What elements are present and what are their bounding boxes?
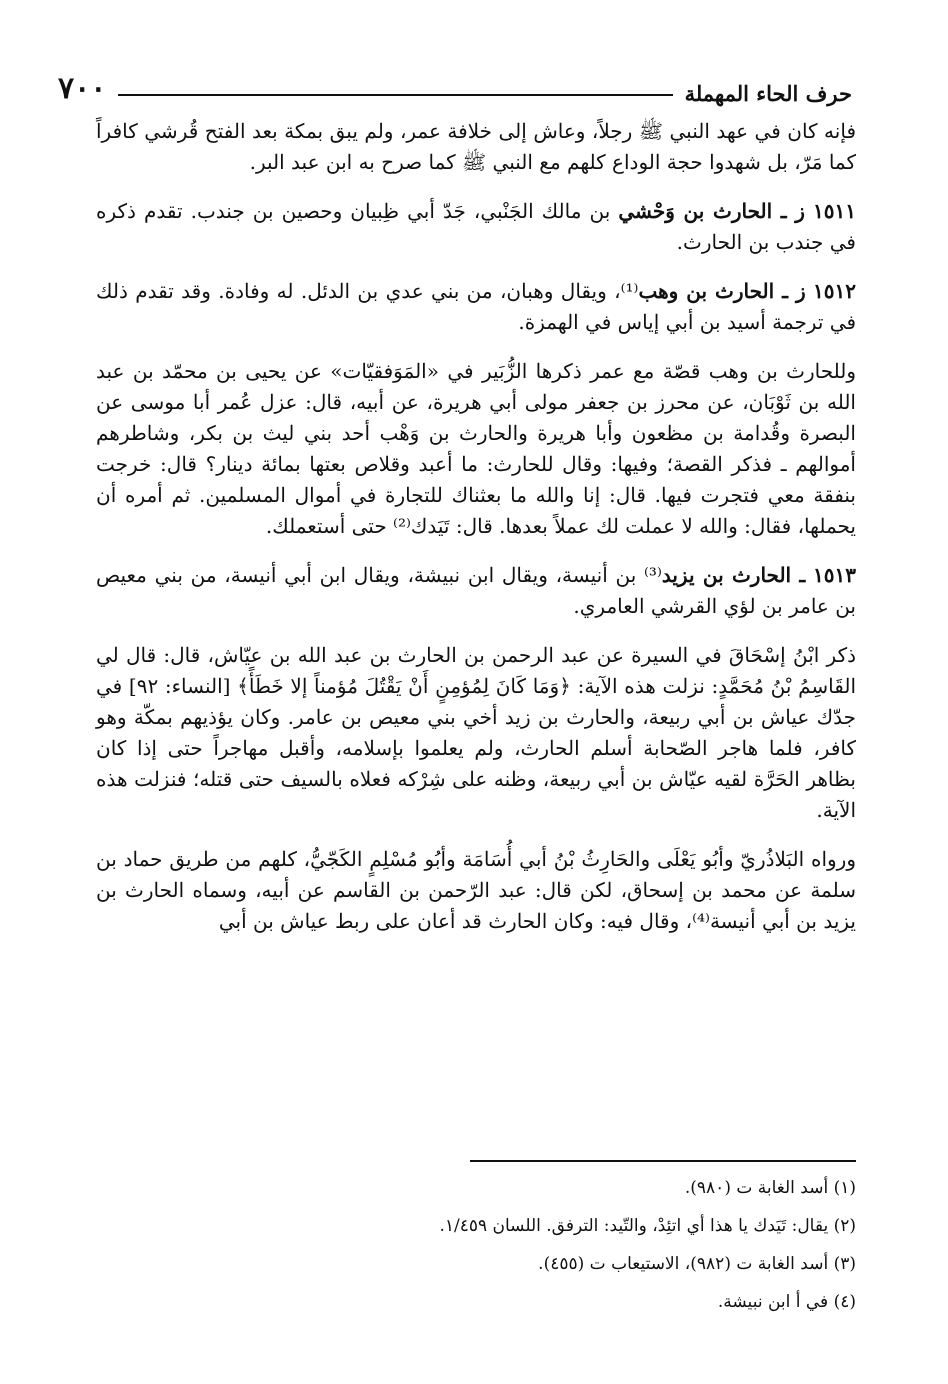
- entry-number: ١٥١١: [813, 199, 856, 223]
- page-number: ٧٠٠: [58, 71, 107, 106]
- footnote: (٢) يقال: تَيَدك يا هذا أي اتئِدْ، والتّيد: الترفق. اللسان ١/٤٥٩.: [439, 1216, 856, 1236]
- footnote: (١) أسد الغابة ت (٩٨٠).: [684, 1178, 856, 1198]
- page-body: [96, 116, 856, 955]
- footnote: (٤) في أ ابن نبيشة.: [717, 1292, 856, 1312]
- entry-text: ⁽³⁾ بن أنيسة، ويقال ابن نبيشة، ويقال ابن أبي أنيسة، من بني معيص بن عامر بن لؤي القرشي العامري.: [96, 563, 856, 618]
- entry-number: ١٥١٢: [813, 279, 856, 303]
- entry-name: ز ـ الحارث بن وَحْشي: [618, 199, 805, 223]
- paragraph: ورواه البَلاذُريّ وأبُو يَعْلَى والحَارِثُ بْنُ أبي أُسَامَة وأبُو مُسْلِمٍ الكَجّيُّ، كلهم من طريق حماد بن سلمة عن محمد بن إسحاق، لكن قال: عبد الرّحمن بن القاسم عن أبيه، وسماه الحارث بن يزيد بن أبي أنيسة⁽⁴⁾، وقال فيه: وكان الحارث قد أعان على ربط عياش بن أبي: [96, 847, 856, 933]
- footnote-divider: [470, 1160, 856, 1162]
- entry-text: بن مالك الجَنْبي، جَدّ أبي ظِبيان وحصين بن جندب. تقدم ذكره في جندب بن الحارث.: [96, 199, 856, 254]
- header-title: حرف الحاء المهملة: [684, 81, 852, 106]
- page-header: [58, 62, 852, 104]
- entry-number: ١٥١٣: [813, 563, 856, 587]
- paragraph: ذكر ابْنُ إسْحَاقَ في السيرة عن عبد الرحمن بن الحارث بن عبد الله بن عيّاش، قال: قال لي القَاسِمُ بْنُ مُحَمَّدٍ: نزلت هذه الآية: ﴿وَمَا كَانَ لِمُؤمِنٍ أَنْ يَقْتُلَ مُؤمناً إلا خَطَأً﴾ [النساء: ٩٢] في جدّك عياش بن أبي ربيعة، والحارث بن زيد أخي بني معيص بن عامر. وكان يؤذيهم بمكّة وهو كافر، فلما هاجر الصّحابة أسلم الحارث، ولم يعلموا بإسلامه، وأقبل مهاجراً حتى إذا كان بظاهر الحَرَّة لقيه عيّاش بن أبي ربيعة، وظنه على شِرْكه فعلاه بالسيف حتى قتله؛ فنزلت هذه الآية.: [96, 643, 856, 822]
- entry-text: ⁽¹⁾، ويقال وهبان، من بني عدي بن الدئل. له وفادة. وقد تقدم ذلك في ترجمة أسيد بن أبي إياس في الهمزة.: [96, 279, 856, 334]
- entry-1513: [96, 560, 856, 622]
- entry-1511: [96, 196, 856, 258]
- paragraph: فإنه كان في عهد النبي ﷺ رجلاً، وعاش إلى خلافة عمر، ولم يبق بمكة بعد الفتح قُرشي كافراً كما مَرّ، بل شهدوا حجة الوداع كلهم مع النبي ﷺ كما صرح به ابن عبد البر.: [96, 119, 856, 174]
- footnote: (٣) أسد الغابة ت (٩٨٢)، الاستيعاب ت (٤٥٥).: [538, 1254, 856, 1274]
- entry-name: ز ـ الحارث بن وهب: [638, 279, 806, 303]
- entry-1512: [96, 276, 856, 338]
- paragraph: وللحارث بن وهب قصّة مع عمر ذكرها الزُّبَير في «المَوَفقيّات» عن يحيى بن محمّد بن عبد الله بن ثَوْبَان، عن محرز بن جعفر مولى أبي هريرة، عن أبيه، قال: عزل عُمر أبا موسى عن البصرة وقُدامة بن مظعون وأبا هريرة والحارث بن وَهْب أحد بني ليث بن بكر، وشاطرهم أموالهم ـ فذكر القصة؛ وفيها: وقال للحارث: ما أعبد وقلاص بعتها بمائة دينار؟ قال: خرجت بنفقة معي فتجرت فيها. قال: إنا والله ما بعثناك للتجارة في أموال المسلمين. ثم أمره أن يحملها، فقال: والله لا عملت لك عملاً بعدها. قال: تَيَدك⁽²⁾ حتى أستعملك.: [96, 359, 856, 538]
- header-rule: [118, 94, 672, 96]
- entry-name: ـ الحارث بن يزيد: [661, 563, 806, 587]
- footnotes: [96, 1176, 856, 1328]
